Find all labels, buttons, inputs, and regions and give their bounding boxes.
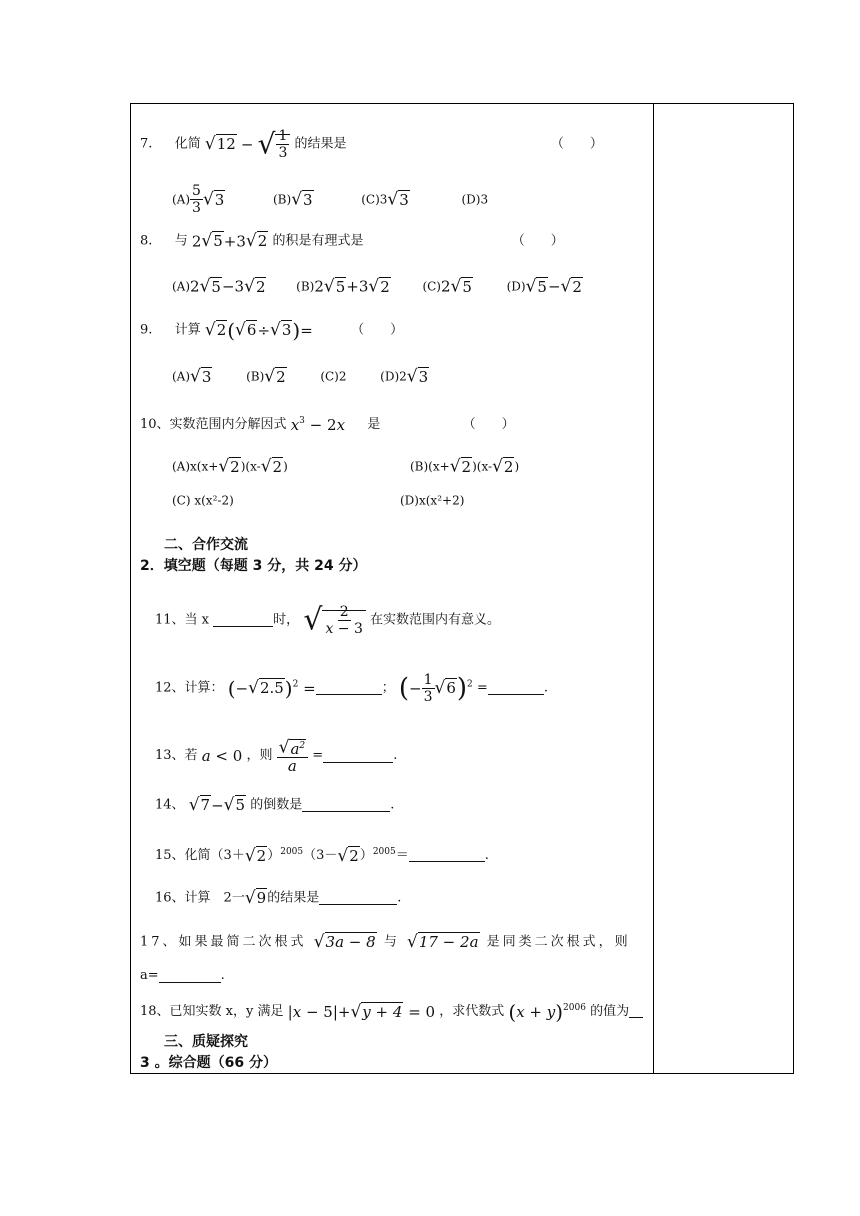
q7-option-c[interactable]: (C)3	[361, 192, 388, 207]
q9-option-c[interactable]: (C)2	[320, 369, 347, 384]
q8-option-b[interactable]: (B)	[296, 279, 315, 294]
q10-option-d[interactable]: (D)x(x²+2)	[400, 493, 465, 508]
question-7: 7. 化简 √12 − √ $\frac{1}{3}$ 的结果是 （ ）	[140, 127, 603, 161]
section-3-heading: 3 。综合题（66 分）	[140, 1055, 277, 1071]
question-16: 16、计算 2一√9的结果是 .	[155, 888, 402, 908]
q8-options: (A)2√5−3√2 (B)2√5+3√2 (C)2√5 (D)√5−√2	[172, 276, 582, 297]
q13-blank[interactable]	[323, 750, 393, 763]
question-15: 15、化简$(3+√2)^{2005}(3-√2)^{2005}=$ .	[155, 845, 489, 866]
section-2-title: 二、合作交流	[164, 537, 248, 553]
column-divider	[653, 103, 654, 1074]
question-14: 14、 √7−√5 的倒数是 .	[155, 795, 395, 815]
q14-blank[interactable]	[302, 799, 390, 812]
q10-option-a[interactable]: (A)x(x+√2)(x-√2)	[172, 456, 288, 477]
q18-blank[interactable]	[629, 1005, 643, 1018]
sqrt-12: √12	[204, 134, 236, 155]
q16-blank[interactable]	[319, 892, 397, 905]
q15-blank[interactable]	[409, 849, 485, 862]
question-10: 10、实数范围内分解因式 $x^3 - 2x$ 是 （ ）	[140, 415, 515, 434]
q10-option-b[interactable]: (B)(x+√2)(x-√2)	[410, 456, 520, 477]
q7-option-d[interactable]: (D)3	[461, 192, 489, 207]
question-13: 13、若 a < 0 ，则 $\frac{√a^2}{a}$ = .	[155, 737, 398, 775]
q7-options: (A) $\frac{5}{3}$ √3 (B)√3 (C)3√3 (D)3	[172, 183, 489, 216]
question-18: 18、已知实数 x，y 满足 |x − 5|+√y + 4 = 0 ，求代数式 $(x + y)^{2006}$ 的值为	[140, 998, 643, 1022]
q17-blank[interactable]	[159, 970, 221, 983]
question-17-line2: a= .	[140, 968, 225, 983]
section-3-title: 三、质疑探究	[164, 1034, 248, 1050]
q10-option-c[interactable]: (C) x(x²-2)	[172, 493, 234, 508]
q11-blank[interactable]	[213, 614, 273, 627]
q9-option-d[interactable]: (D)2	[380, 369, 407, 384]
question-11: 11、当 x 时， √ $\frac{2}{x - 3}$ 在实数范围内有意义。	[155, 602, 501, 638]
question-8: 8. 与 2√5+3√2 的积是有理式是 （ ）	[140, 231, 564, 251]
q7-number: 7.	[140, 136, 153, 152]
q9-options: (A)√3 (B)√2 (C)2 (D)2√3	[172, 366, 429, 387]
q8-option-c[interactable]: (C)	[422, 279, 441, 294]
q12-blank-1[interactable]	[316, 682, 382, 695]
q7-option-a[interactable]: (A)	[172, 192, 191, 207]
q8-option-a[interactable]: (A)	[172, 279, 191, 294]
q12-blank-2[interactable]	[488, 682, 544, 695]
sqrt-one-third: √ $\frac{1}{3}$	[258, 128, 291, 161]
q9-option-a[interactable]: (A)	[172, 369, 191, 384]
question-9: 9. 计算 √2(√6÷√3)= （ ）	[140, 318, 404, 343]
question-12: 12、计算： $(-√2.5)^2$ = ； (− $\frac{1}{3}$ √6)$^2$ = .	[155, 672, 548, 705]
q9-option-b[interactable]: (B)	[246, 369, 265, 384]
question-17: 17、如果最简二次根式 √3a − 8 与 √17 − 2a 是同类二次根式，则	[140, 932, 631, 952]
q7-option-b[interactable]: (B)	[273, 192, 292, 207]
section-2-heading: 2．填空题（每题 3 分，共 24 分）	[140, 558, 367, 574]
q8-option-d[interactable]: (D)	[506, 279, 526, 294]
